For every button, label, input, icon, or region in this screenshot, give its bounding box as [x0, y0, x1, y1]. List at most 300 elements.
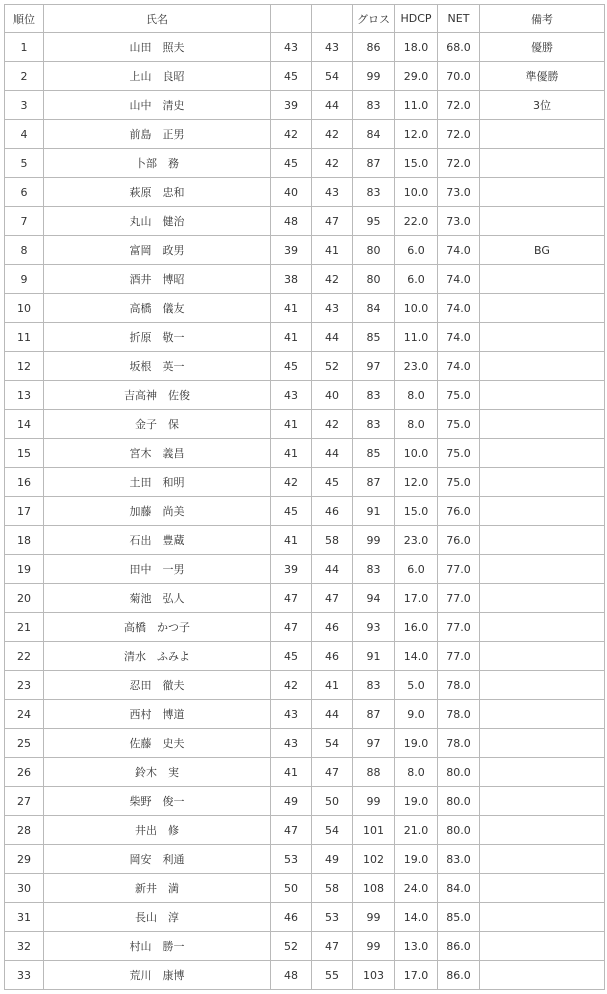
cell-net: 72.0: [438, 91, 480, 120]
cell-in: 44: [312, 555, 353, 584]
cell-rank: 3: [5, 91, 44, 120]
cell-in: 44: [312, 323, 353, 352]
cell-hdcp: 17.0: [395, 584, 438, 613]
cell-net: 75.0: [438, 439, 480, 468]
cell-note: [480, 932, 605, 961]
cell-in: 50: [312, 787, 353, 816]
table-row: [5, 323, 605, 352]
cell-note: [480, 642, 605, 671]
cell-net: 73.0: [438, 207, 480, 236]
cell-note: [480, 265, 605, 294]
cell-name: 井出 修: [44, 816, 271, 845]
cell-note: [480, 178, 605, 207]
cell-net: 75.0: [438, 410, 480, 439]
cell-hdcp: 5.0: [395, 671, 438, 700]
cell-net: 72.0: [438, 120, 480, 149]
cell-rank: 15: [5, 439, 44, 468]
cell-rank: 24: [5, 700, 44, 729]
table-row: [5, 236, 605, 265]
cell-in: 42: [312, 265, 353, 294]
cell-name: 柴野 俊一: [44, 787, 271, 816]
cell-out: 45: [271, 497, 312, 526]
cell-net: 74.0: [438, 265, 480, 294]
cell-name: 卜部 務: [44, 149, 271, 178]
cell-rank: 26: [5, 758, 44, 787]
cell-net: 77.0: [438, 584, 480, 613]
cell-note: [480, 352, 605, 381]
cell-out: 48: [271, 961, 312, 990]
table-row: [5, 642, 605, 671]
cell-hdcp: 10.0: [395, 294, 438, 323]
table-row: [5, 439, 605, 468]
cell-out: 38: [271, 265, 312, 294]
cell-hdcp: 6.0: [395, 555, 438, 584]
cell-net: 80.0: [438, 758, 480, 787]
table-row: [5, 33, 605, 62]
cell-net: 77.0: [438, 642, 480, 671]
table-row: [5, 91, 605, 120]
cell-in: 54: [312, 816, 353, 845]
cell-out: 52: [271, 932, 312, 961]
cell-in: 47: [312, 584, 353, 613]
cell-net: 72.0: [438, 149, 480, 178]
cell-note: [480, 845, 605, 874]
cell-hdcp: 11.0: [395, 323, 438, 352]
cell-gross: 80: [353, 236, 395, 265]
cell-gross: 86: [353, 33, 395, 62]
cell-hdcp: 10.0: [395, 178, 438, 207]
cell-net: 80.0: [438, 787, 480, 816]
cell-note: [480, 613, 605, 642]
cell-in: 54: [312, 62, 353, 91]
cell-net: 78.0: [438, 671, 480, 700]
cell-out: 50: [271, 874, 312, 903]
cell-rank: 4: [5, 120, 44, 149]
cell-net: 70.0: [438, 62, 480, 91]
table-row: [5, 497, 605, 526]
cell-out: 45: [271, 352, 312, 381]
cell-name: 土田 和明: [44, 468, 271, 497]
cell-out: 45: [271, 642, 312, 671]
cell-out: 41: [271, 323, 312, 352]
cell-gross: 83: [353, 671, 395, 700]
cell-rank: 2: [5, 62, 44, 91]
cell-out: 43: [271, 729, 312, 758]
cell-in: 43: [312, 294, 353, 323]
cell-gross: 88: [353, 758, 395, 787]
cell-name: 金子 保: [44, 410, 271, 439]
cell-rank: 27: [5, 787, 44, 816]
cell-net: 86.0: [438, 961, 480, 990]
cell-name: 折原 敬一: [44, 323, 271, 352]
header-in: [312, 5, 353, 33]
cell-rank: 6: [5, 178, 44, 207]
cell-gross: 83: [353, 381, 395, 410]
cell-name: 新井 満: [44, 874, 271, 903]
cell-net: 74.0: [438, 323, 480, 352]
cell-out: 47: [271, 816, 312, 845]
cell-hdcp: 23.0: [395, 526, 438, 555]
cell-name: 岡安 利通: [44, 845, 271, 874]
cell-gross: 87: [353, 149, 395, 178]
cell-in: 53: [312, 903, 353, 932]
cell-net: 85.0: [438, 903, 480, 932]
cell-note: [480, 787, 605, 816]
cell-name: 山田 照夫: [44, 33, 271, 62]
cell-note: [480, 700, 605, 729]
cell-note: [480, 584, 605, 613]
cell-rank: 13: [5, 381, 44, 410]
cell-rank: 10: [5, 294, 44, 323]
cell-gross: 87: [353, 700, 395, 729]
cell-gross: 83: [353, 91, 395, 120]
cell-net: 84.0: [438, 874, 480, 903]
cell-hdcp: 6.0: [395, 236, 438, 265]
cell-out: 47: [271, 584, 312, 613]
cell-name: 坂根 英一: [44, 352, 271, 381]
cell-gross: 97: [353, 352, 395, 381]
table-row: [5, 613, 605, 642]
cell-out: 41: [271, 526, 312, 555]
cell-gross: 83: [353, 410, 395, 439]
cell-gross: 99: [353, 903, 395, 932]
cell-in: 52: [312, 352, 353, 381]
cell-out: 42: [271, 120, 312, 149]
table-row: [5, 932, 605, 961]
cell-note: [480, 961, 605, 990]
cell-hdcp: 16.0: [395, 613, 438, 642]
cell-hdcp: 15.0: [395, 149, 438, 178]
cell-hdcp: 15.0: [395, 497, 438, 526]
cell-in: 46: [312, 497, 353, 526]
cell-out: 46: [271, 903, 312, 932]
cell-hdcp: 12.0: [395, 120, 438, 149]
table-row: [5, 961, 605, 990]
cell-rank: 18: [5, 526, 44, 555]
cell-gross: 103: [353, 961, 395, 990]
table-row: [5, 468, 605, 497]
header-hdcp: HDCP: [395, 5, 438, 33]
cell-name: 酒井 博昭: [44, 265, 271, 294]
cell-gross: 93: [353, 613, 395, 642]
cell-net: 77.0: [438, 555, 480, 584]
cell-gross: 85: [353, 323, 395, 352]
cell-in: 44: [312, 700, 353, 729]
table-row: [5, 265, 605, 294]
cell-in: 41: [312, 236, 353, 265]
table-row: [5, 294, 605, 323]
cell-hdcp: 11.0: [395, 91, 438, 120]
cell-out: 43: [271, 700, 312, 729]
cell-in: 47: [312, 932, 353, 961]
cell-hdcp: 14.0: [395, 642, 438, 671]
results-table: [4, 4, 605, 990]
cell-out: 39: [271, 91, 312, 120]
cell-hdcp: 8.0: [395, 410, 438, 439]
header-note: 備考: [480, 5, 605, 33]
header-gross: グロス: [353, 5, 395, 33]
cell-gross: 84: [353, 294, 395, 323]
cell-gross: 99: [353, 932, 395, 961]
cell-note: [480, 149, 605, 178]
table-row: [5, 845, 605, 874]
cell-out: 49: [271, 787, 312, 816]
cell-gross: 101: [353, 816, 395, 845]
cell-net: 78.0: [438, 700, 480, 729]
cell-name: 高橋 儀友: [44, 294, 271, 323]
cell-rank: 31: [5, 903, 44, 932]
cell-in: 41: [312, 671, 353, 700]
cell-gross: 97: [353, 729, 395, 758]
table-row: [5, 700, 605, 729]
table-row: [5, 903, 605, 932]
cell-net: 75.0: [438, 381, 480, 410]
cell-in: 58: [312, 526, 353, 555]
cell-hdcp: 14.0: [395, 903, 438, 932]
cell-in: 58: [312, 874, 353, 903]
cell-note: [480, 671, 605, 700]
cell-in: 42: [312, 410, 353, 439]
cell-note: [480, 497, 605, 526]
cell-in: 54: [312, 729, 353, 758]
cell-in: 55: [312, 961, 353, 990]
table-row: [5, 410, 605, 439]
table-row: [5, 816, 605, 845]
cell-hdcp: 19.0: [395, 845, 438, 874]
table-row: [5, 874, 605, 903]
cell-out: 41: [271, 294, 312, 323]
table-row: [5, 787, 605, 816]
cell-in: 40: [312, 381, 353, 410]
cell-hdcp: 23.0: [395, 352, 438, 381]
cell-net: 86.0: [438, 932, 480, 961]
cell-gross: 87: [353, 468, 395, 497]
cell-rank: 28: [5, 816, 44, 845]
cell-in: 47: [312, 758, 353, 787]
cell-gross: 99: [353, 62, 395, 91]
cell-name: 前島 正男: [44, 120, 271, 149]
cell-in: 46: [312, 642, 353, 671]
cell-out: 45: [271, 62, 312, 91]
cell-out: 42: [271, 671, 312, 700]
cell-gross: 91: [353, 642, 395, 671]
cell-gross: 84: [353, 120, 395, 149]
cell-hdcp: 17.0: [395, 961, 438, 990]
cell-in: 42: [312, 120, 353, 149]
cell-net: 76.0: [438, 526, 480, 555]
cell-hdcp: 19.0: [395, 729, 438, 758]
cell-note: [480, 526, 605, 555]
header-name: 氏名: [44, 5, 271, 33]
cell-note: [480, 874, 605, 903]
cell-note: [480, 207, 605, 236]
cell-gross: 91: [353, 497, 395, 526]
cell-net: 74.0: [438, 352, 480, 381]
cell-net: 77.0: [438, 613, 480, 642]
table-row: [5, 352, 605, 381]
cell-out: 41: [271, 410, 312, 439]
cell-name: 加藤 尚美: [44, 497, 271, 526]
cell-rank: 33: [5, 961, 44, 990]
cell-note: [480, 120, 605, 149]
table-row: [5, 381, 605, 410]
cell-name: 丸山 健治: [44, 207, 271, 236]
cell-out: 39: [271, 236, 312, 265]
cell-rank: 1: [5, 33, 44, 62]
cell-name: 富岡 政男: [44, 236, 271, 265]
cell-rank: 25: [5, 729, 44, 758]
cell-rank: 5: [5, 149, 44, 178]
cell-name: 宮木 義昌: [44, 439, 271, 468]
cell-rank: 22: [5, 642, 44, 671]
cell-net: 74.0: [438, 294, 480, 323]
cell-out: 42: [271, 468, 312, 497]
cell-hdcp: 19.0: [395, 787, 438, 816]
cell-note: [480, 816, 605, 845]
cell-name: 山中 清史: [44, 91, 271, 120]
cell-in: 45: [312, 468, 353, 497]
cell-hdcp: 22.0: [395, 207, 438, 236]
cell-rank: 9: [5, 265, 44, 294]
cell-name: 上山 良昭: [44, 62, 271, 91]
cell-rank: 8: [5, 236, 44, 265]
table-row: [5, 207, 605, 236]
cell-name: 石出 豊蔵: [44, 526, 271, 555]
cell-note: [480, 410, 605, 439]
cell-gross: 94: [353, 584, 395, 613]
cell-in: 44: [312, 439, 353, 468]
cell-name: 萩原 忠和: [44, 178, 271, 207]
cell-gross: 83: [353, 555, 395, 584]
cell-name: 鈴木 実: [44, 758, 271, 787]
cell-gross: 85: [353, 439, 395, 468]
cell-name: 村山 勝一: [44, 932, 271, 961]
cell-in: 42: [312, 149, 353, 178]
cell-gross: 95: [353, 207, 395, 236]
cell-rank: 16: [5, 468, 44, 497]
cell-rank: 17: [5, 497, 44, 526]
cell-rank: 20: [5, 584, 44, 613]
cell-net: 75.0: [438, 468, 480, 497]
table-row: [5, 526, 605, 555]
cell-net: 78.0: [438, 729, 480, 758]
cell-hdcp: 8.0: [395, 381, 438, 410]
cell-out: 53: [271, 845, 312, 874]
cell-hdcp: 18.0: [395, 33, 438, 62]
cell-rank: 21: [5, 613, 44, 642]
cell-note: 3位: [480, 91, 605, 120]
cell-out: 47: [271, 613, 312, 642]
cell-in: 43: [312, 33, 353, 62]
cell-name: 菊池 弘人: [44, 584, 271, 613]
cell-rank: 23: [5, 671, 44, 700]
cell-name: 清水 ふみよ: [44, 642, 271, 671]
cell-net: 68.0: [438, 33, 480, 62]
table-row: [5, 729, 605, 758]
cell-note: [480, 468, 605, 497]
table-row: [5, 149, 605, 178]
cell-hdcp: 10.0: [395, 439, 438, 468]
cell-in: 46: [312, 613, 353, 642]
cell-net: 73.0: [438, 178, 480, 207]
cell-rank: 29: [5, 845, 44, 874]
cell-hdcp: 29.0: [395, 62, 438, 91]
cell-hdcp: 9.0: [395, 700, 438, 729]
cell-name: 長山 淳: [44, 903, 271, 932]
cell-net: 80.0: [438, 816, 480, 845]
cell-note: 準優勝: [480, 62, 605, 91]
table-body: [5, 33, 605, 990]
cell-hdcp: 21.0: [395, 816, 438, 845]
cell-rank: 30: [5, 874, 44, 903]
cell-out: 43: [271, 33, 312, 62]
cell-net: 83.0: [438, 845, 480, 874]
header-rank: 順位: [5, 5, 44, 33]
cell-note: [480, 903, 605, 932]
cell-name: 吉高神 佐俊: [44, 381, 271, 410]
cell-in: 47: [312, 207, 353, 236]
cell-rank: 7: [5, 207, 44, 236]
cell-name: 忍田 徹夫: [44, 671, 271, 700]
cell-hdcp: 13.0: [395, 932, 438, 961]
cell-gross: 108: [353, 874, 395, 903]
cell-out: 41: [271, 439, 312, 468]
cell-rank: 11: [5, 323, 44, 352]
table-row: [5, 120, 605, 149]
header-net: NET: [438, 5, 480, 33]
cell-rank: 12: [5, 352, 44, 381]
cell-gross: 102: [353, 845, 395, 874]
cell-gross: 80: [353, 265, 395, 294]
cell-net: 74.0: [438, 236, 480, 265]
table-row: [5, 671, 605, 700]
cell-note: [480, 758, 605, 787]
header-row: [5, 5, 605, 33]
cell-gross: 83: [353, 178, 395, 207]
table-row: [5, 555, 605, 584]
table-row: [5, 178, 605, 207]
cell-name: 西村 博道: [44, 700, 271, 729]
cell-note: [480, 323, 605, 352]
cell-out: 45: [271, 149, 312, 178]
cell-note: [480, 729, 605, 758]
cell-out: 48: [271, 207, 312, 236]
cell-note: [480, 381, 605, 410]
cell-hdcp: 6.0: [395, 265, 438, 294]
cell-note: [480, 439, 605, 468]
cell-note: [480, 294, 605, 323]
cell-in: 43: [312, 178, 353, 207]
table-row: [5, 584, 605, 613]
cell-out: 40: [271, 178, 312, 207]
cell-gross: 99: [353, 787, 395, 816]
table-header: [5, 5, 605, 33]
cell-name: 荒川 康博: [44, 961, 271, 990]
table-row: [5, 62, 605, 91]
cell-rank: 19: [5, 555, 44, 584]
cell-in: 49: [312, 845, 353, 874]
cell-net: 76.0: [438, 497, 480, 526]
cell-hdcp: 24.0: [395, 874, 438, 903]
cell-out: 39: [271, 555, 312, 584]
cell-hdcp: 8.0: [395, 758, 438, 787]
cell-out: 43: [271, 381, 312, 410]
cell-rank: 14: [5, 410, 44, 439]
cell-note: [480, 555, 605, 584]
cell-in: 44: [312, 91, 353, 120]
header-out: [271, 5, 312, 33]
table-row: [5, 758, 605, 787]
